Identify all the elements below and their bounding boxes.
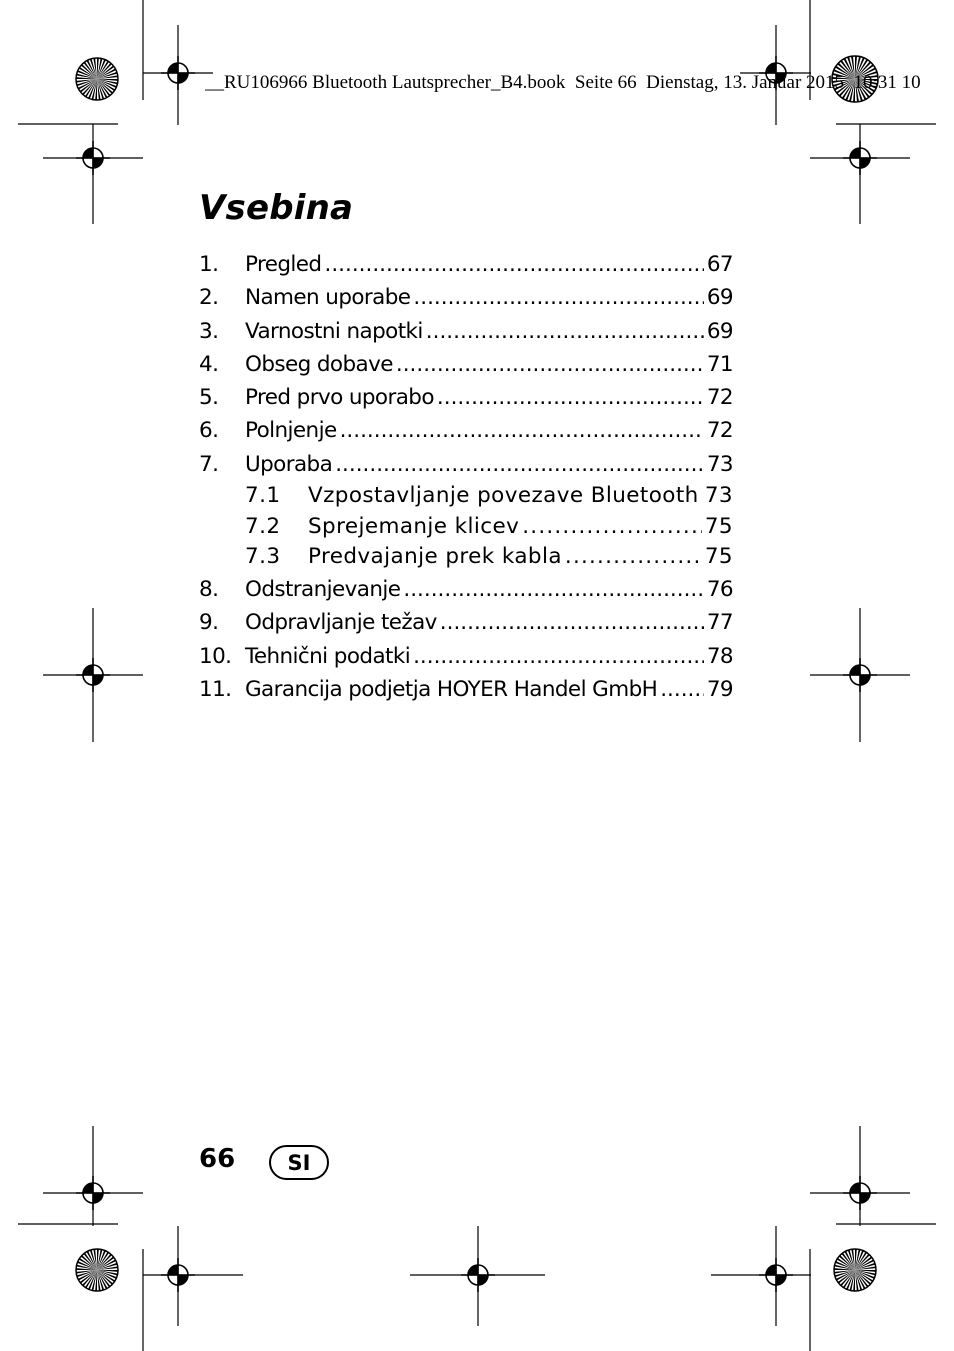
toc-page: 67 — [706, 252, 733, 277]
toc-page: 73 — [704, 483, 733, 509]
toc-leader-dots — [340, 414, 704, 447]
toc-number: 7. — [199, 451, 219, 477]
toc-number: 6. — [199, 418, 219, 444]
registration-target-icon — [76, 1176, 110, 1210]
toc-entry-9[interactable] — [199, 606, 733, 639]
starburst-target-icon — [834, 1249, 876, 1291]
toc-leader-dots — [413, 640, 704, 673]
toc-label: Vzpostavljanje povezave Bluetooth — [308, 483, 699, 509]
toc-entry-1[interactable] — [199, 248, 733, 281]
toc-label: Sprejemanje klicev — [308, 513, 520, 539]
toc-leader-dots — [440, 606, 704, 639]
toc-entry-2[interactable] — [199, 281, 733, 314]
toc-label: Odstranjevanje — [245, 577, 401, 603]
toc-number: 8. — [199, 577, 219, 603]
toc-label: Tehnični podatki — [245, 643, 411, 669]
registration-target-icon — [843, 1176, 877, 1210]
registration-target-icon — [76, 141, 110, 175]
toc-page: 71 — [706, 351, 733, 377]
toc-leader-dots — [426, 315, 704, 348]
toc-entry-4[interactable] — [199, 348, 733, 381]
toc-subentry-7-2[interactable] — [199, 512, 733, 543]
toc-number: 5. — [199, 385, 219, 411]
toc-entry-11[interactable] — [199, 673, 733, 706]
toc-leader-dots — [403, 573, 703, 606]
toc-label: Namen uporabe — [245, 285, 411, 311]
toc-number: 3. — [199, 318, 219, 344]
toc-number: 1. — [199, 252, 219, 277]
toc-leader-dots — [324, 248, 703, 281]
toc-page: 69 — [706, 318, 733, 344]
toc-page: 69 — [706, 285, 733, 311]
toc-number: 7.3 — [245, 544, 281, 570]
toc-number: 11. — [199, 677, 232, 703]
toc-label: Varnostni napotki — [245, 318, 423, 344]
registration-target-icon — [843, 658, 877, 692]
toc-label: Pred prvo uporabo — [245, 385, 434, 411]
toc-label: Uporaba — [245, 451, 333, 477]
print-header-slug: __RU106966 Bluetooth Lautsprecher_B4.book Seite 66 Dienstag, 13. Januar 2015 10:31 10 — [205, 72, 921, 93]
toc-entry-3[interactable] — [199, 315, 733, 348]
toc-entry-6[interactable] — [199, 414, 733, 447]
toc-page: 75 — [704, 544, 733, 570]
toc-label: Obseg dobave — [245, 351, 393, 377]
toc-page: 73 — [706, 451, 733, 477]
registration-target-icon — [461, 1258, 495, 1292]
table-of-contents — [199, 248, 733, 706]
toc-subentry-7-3[interactable] — [199, 542, 733, 573]
toc-label: Garancija podjetja HOYER Handel GmbH — [245, 677, 658, 703]
toc-label: Pregled — [245, 252, 322, 277]
registration-target-icon — [76, 658, 110, 692]
starburst-target-icon — [76, 1249, 118, 1291]
toc-page: 75 — [704, 513, 733, 539]
toc-entry-7[interactable] — [199, 448, 733, 481]
toc-leader-dots — [335, 448, 704, 481]
page-number: 66 — [199, 1144, 236, 1174]
toc-label: Odpravljanje težav — [245, 610, 437, 636]
registration-target-icon — [161, 56, 195, 90]
toc-entry-10[interactable] — [199, 640, 733, 673]
toc-leader-dots — [396, 348, 704, 381]
toc-number: 7.2 — [245, 513, 281, 539]
toc-page: 79 — [706, 677, 733, 703]
toc-number: 9. — [199, 610, 219, 636]
toc-label: Polnjenje — [245, 418, 337, 444]
toc-leader-dots — [522, 512, 702, 543]
toc-leader-dots — [413, 281, 703, 314]
toc-page: 78 — [706, 643, 733, 669]
toc-label: Predvajanje prek kabla — [308, 544, 562, 570]
registration-target-icon — [161, 1258, 195, 1292]
language-badge: SI — [269, 1145, 329, 1180]
toc-number: 2. — [199, 285, 219, 311]
toc-page: 77 — [706, 610, 733, 636]
toc-number: 7.1 — [245, 483, 281, 509]
toc-page: 76 — [706, 577, 733, 603]
starburst-target-icon — [76, 58, 118, 100]
toc-page: 72 — [706, 418, 733, 444]
toc-entry-8[interactable] — [199, 573, 733, 606]
toc-leader-dots — [565, 542, 702, 573]
toc-leader-dots — [437, 381, 704, 414]
registration-target-icon — [843, 141, 877, 175]
toc-number: 4. — [199, 351, 219, 377]
page-title: Vsebina — [199, 188, 354, 228]
registration-target-icon — [759, 1258, 793, 1292]
toc-subentry-7-1[interactable] — [199, 481, 733, 512]
toc-leader-dots — [660, 673, 704, 706]
toc-number: 10. — [199, 643, 232, 669]
toc-page: 72 — [706, 385, 733, 411]
toc-entry-5[interactable] — [199, 381, 733, 414]
